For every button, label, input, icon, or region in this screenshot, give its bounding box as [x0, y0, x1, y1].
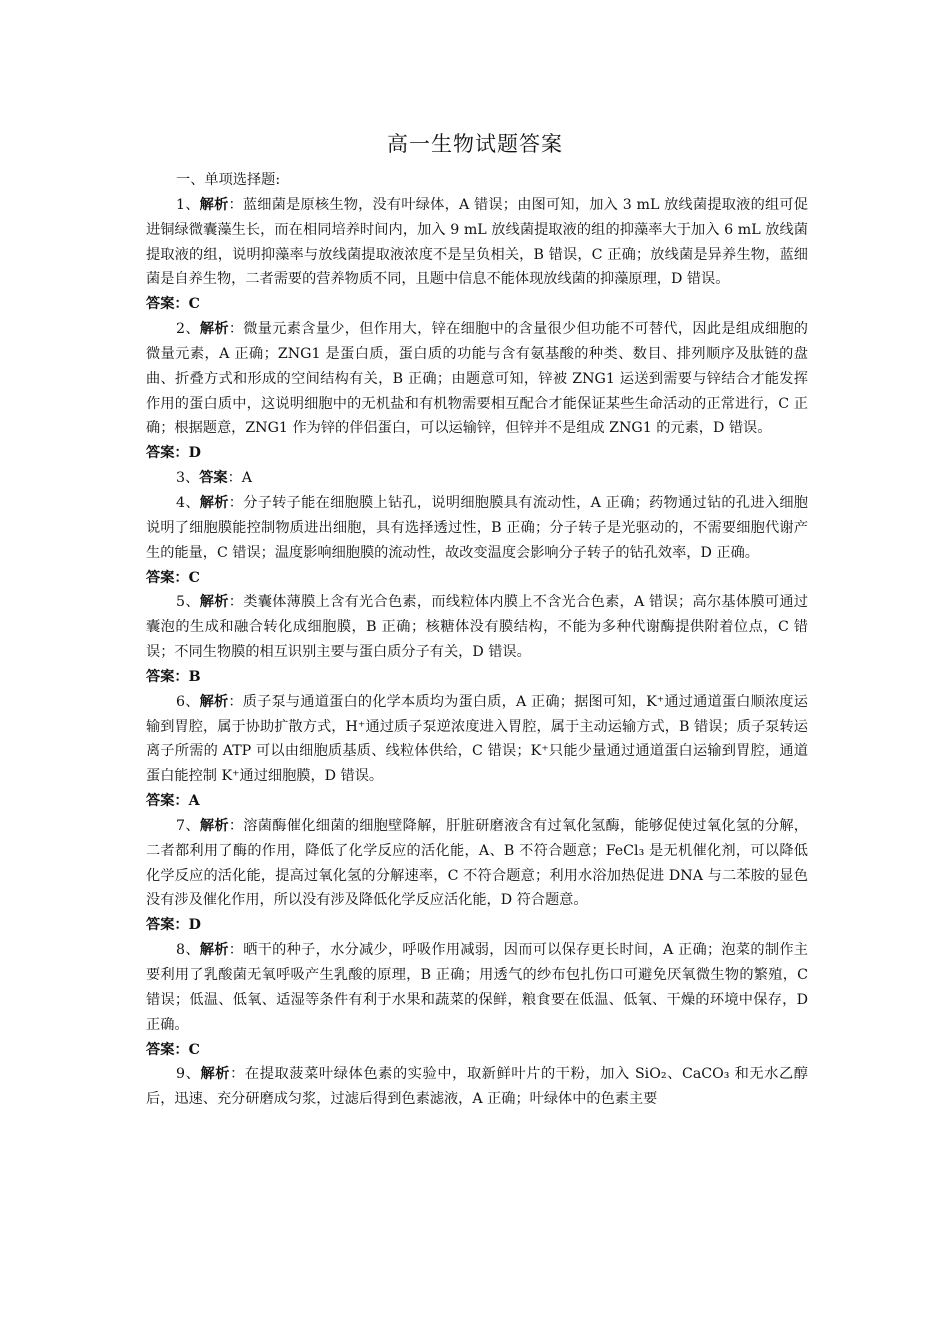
explanation-text: ：在提取菠菜叶绿体色素的实验中，取新鲜叶片的干粉，加入 SiO₂、CaCO₃ 和无水乙醇后，迅速、充分研磨成匀浆，过滤后得到色素滤液，A 正确；叶绿体中的色素主要: [146, 1066, 808, 1108]
question-explanation: [146, 938, 808, 1037]
answer-line: 答案：D: [146, 917, 201, 934]
explanation-text: ：A: [227, 470, 253, 487]
analysis-label: 解析: [199, 594, 229, 611]
analysis-label: 解析: [200, 1066, 231, 1083]
question-explanation: [146, 690, 808, 789]
question-explanation: [146, 814, 808, 913]
answer-line: 答案：C: [146, 569, 200, 586]
document-body: [146, 168, 808, 1112]
question-number: 2、: [176, 321, 200, 338]
explanation-text: ：分子转子能在细胞膜上钻孔，说明细胞膜具有流动性，A 正确；药物通过钻的孔进入细胞说明了细胞膜能控制物质进出细胞，具有选择透过性，B 正确；分子转子是光驱动的，不需要细胞代谢产生的能量，C 错误；温度影响细胞膜的流动性，故改变温度会影响分子转子的钻孔效率，D 正确。: [146, 494, 808, 561]
question-explanation: [146, 491, 808, 566]
analysis-label: 解析: [199, 817, 229, 834]
page-title: 高一生物试题答案: [387, 132, 563, 156]
analysis-label: 解析: [199, 693, 229, 710]
explanation-text: ：蓝细菌是原核生物，没有叶绿体，A 错误；由图可知，加入 3 mL 放线菌提取液的组可促进铜绿微囊藻生长，而在相同培养时间内，加入 9 mL 放线菌提取液的组的抑藻率大于加入 6 mL 放线菌提取液的组，说明抑藻率与放线菌提取液浓度不是呈负相关，B 错误，C 正确；放线菌是异养生物，蓝细菌是自养生物，二者需要的营养物质不同，且题中信息不能体现放线菌的抑藻原理，D 错误。: [146, 196, 808, 288]
analysis-label: 解析: [199, 494, 229, 511]
question-explanation: [146, 1062, 808, 1112]
explanation-text: ：质子泵与通道蛋白的化学本质均为蛋白质，A 正确；据图可知，K⁺通过通道蛋白顺浓度运输到胃腔，属于协助扩散方式，H⁺通过质子泵逆浓度进入胃腔，属于主动运输方式，B 错误；质子泵转运离子所需的 ATP 可以由细胞质基质、线粒体供给，C 错误；K⁺只能少量通过通道蛋白运输到胃腔，通道蛋白能控制 K⁺通过细胞膜，D 错误。: [146, 693, 808, 785]
answer-line: 答案：D: [146, 445, 201, 462]
analysis-label: 解析: [199, 321, 229, 338]
explanation-text: ：类囊体薄膜上含有光合色素，而线粒体内膜上不含光合色素，A 错误；高尔基体膜可通过囊泡的生成和融合转化成细胞膜，B 正确；核糖体没有膜结构，不能为多种代谢酶提供附着位点，C 错误；不同生物膜的相互识别主要与蛋白质分子有关，D 错误。: [146, 594, 808, 661]
explanation-text: ：晒干的种子，水分减少，呼吸作用减弱，因而可以保存更长时间，A 正确；泡菜的制作主要利用了乳酸菌无氧呼吸产生乳酸的原理，B 正确；用透气的纱布包扎伤口可避免厌氧微生物的繁殖，C 错误；低温、低氧、适湿等条件有利于水果和蔬菜的保鲜，粮食要在低温、低氧、干燥的环境中保存，D 正确。: [146, 942, 808, 1033]
section-heading: 一、单项选择题:: [176, 172, 281, 188]
question-number: 7、: [176, 817, 200, 834]
question-number: 5、: [176, 594, 200, 611]
answer-label: 答案: [199, 470, 228, 487]
explanation-text: ：微量元素含量少，但作用大，锌在细胞中的含量很少但功能不可替代，因此是组成细胞的微量元素，A 正确；ZNG1 是蛋白质，蛋白质的功能与含有氨基酸的种类、数目、排列顺序及肽链的盘曲、折叠方式和形成的空间结构有关，B 正确；由题意可知，锌被 ZNG1 运送到需要与锌结合才能发挥作用的蛋白质中，这说明细胞中的无机盐和有机物需要相互配合才能保证某些生命活动的正常进行，C 正确；根据题意，ZNG1 作为锌的伴侣蛋白，可以运输锌，但锌并不是组成 ZNG1 的元素，D 错误。: [146, 321, 808, 437]
question-number: 9、: [176, 1066, 201, 1083]
question-explanation: [146, 466, 808, 491]
question-explanation: [146, 590, 808, 665]
answer-line: 答案：C: [146, 296, 200, 313]
question-number: 1、: [176, 196, 200, 213]
question-number: 4、: [176, 494, 200, 511]
question-number: 8、: [176, 942, 200, 959]
question-number: 6、: [176, 693, 200, 710]
explanation-text: ：溶菌酶催化细菌的细胞壁降解，肝脏研磨液含有过氧化氢酶，能够促使过氧化氢的分解，二者都利用了酶的作用，降低了化学反应的活化能，A、B 不符合题意；FeCl₃ 是无机催化剂，可以降低化学反应的活化能，提高过氧化氢的分解速率，C 不符合题意；利用水浴加热促进 DNA 与二苯胺的显色没有涉及催化作用，所以没有涉及降低化学反应活化能，D 符合题意。: [146, 817, 808, 909]
question-number: 3、: [176, 470, 200, 487]
question-explanation: [146, 193, 808, 292]
answer-line: 答案：A: [146, 793, 200, 810]
analysis-label: 解析: [199, 196, 229, 213]
question-explanation: [146, 317, 808, 441]
answer-line: 答案：C: [146, 1041, 200, 1058]
analysis-label: 解析: [199, 942, 229, 959]
answer-line: 答案：B: [146, 668, 201, 685]
